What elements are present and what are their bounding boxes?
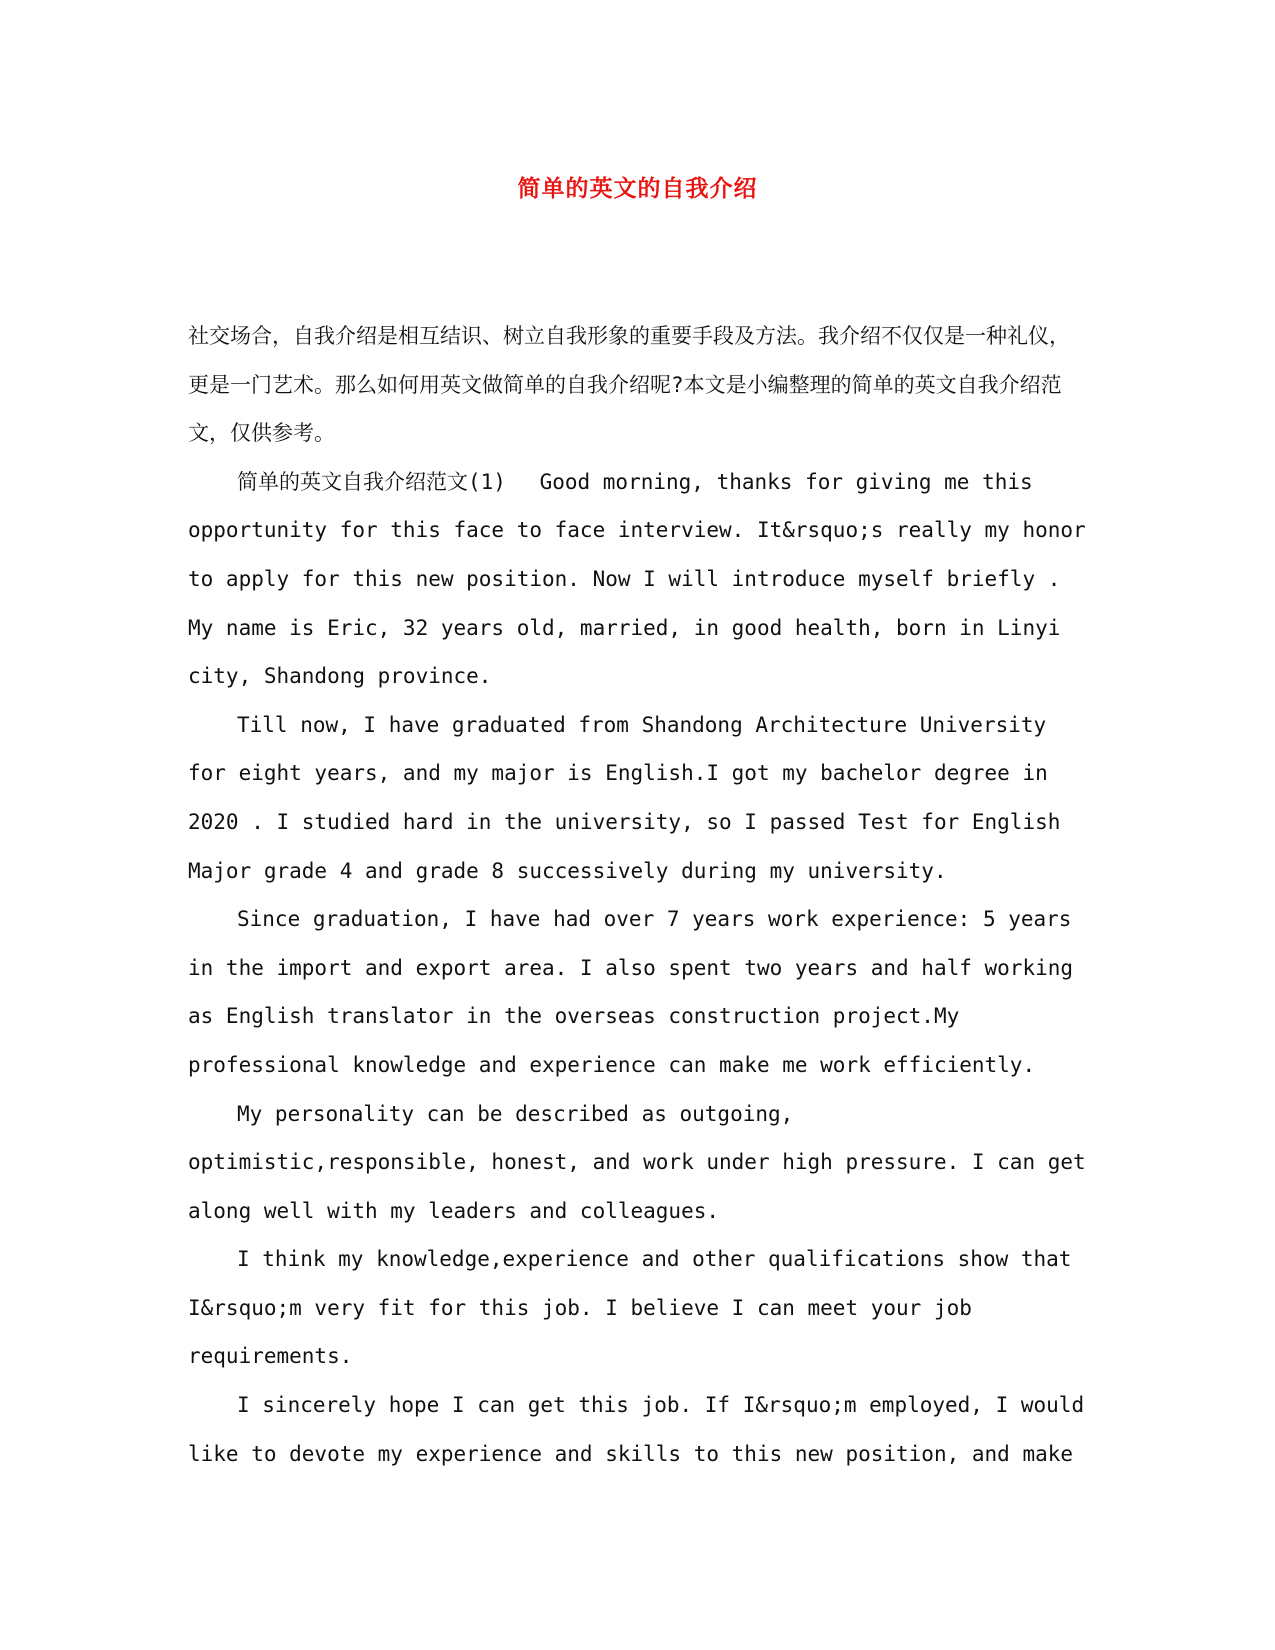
document-body bbox=[188, 312, 1088, 1478]
paragraph-qualifications: I think my knowledge,experience and other qualifications show that I&rsquo;m very fit for this job. I believe I can meet your job requirements. bbox=[188, 1247, 1072, 1369]
paragraph-sample-1: 简单的英文自我介绍范文(1) Good morning, thanks for giving me this opportunity for this face to face interview. It&rsquo;s really my honor to apply for this new position. Now I will introduce myself briefly . My name is Eric, 32 years old, married, in good health, born in Linyi city, Shandong province. bbox=[188, 469, 1086, 689]
paragraph-intro: 社交场合，自我介绍是相互结识、树立自我形象的重要手段及方法。我介绍不仅仅是一种礼仪，更是一门艺术。那么如何用英文做简单的自我介绍呢?本文是小编整理的简单的英文自我介绍范文，仅供参考。 bbox=[188, 324, 1070, 446]
paragraph-closing: I sincerely hope I can get this job. If I&rsquo;m employed, I would like to devote my experience and skills to this new position, and make bbox=[188, 1393, 1085, 1466]
document-title: 简单的英文的自我介绍 bbox=[517, 175, 758, 202]
paragraph-education: Till now, I have graduated from Shandong Architecture University for eight years, and my major is English.I got my bachelor degree in 2020 . I studied hard in the university, so I passed Test for English Major grade 4 and grade 8 successively during my university. bbox=[188, 712, 1061, 883]
paragraph-personality: My personality can be described as outgoing, optimistic,responsible, honest, and work under high pressure. I can get along well with my leaders and colleagues. bbox=[188, 1101, 1086, 1223]
paragraph-experience: Since graduation, I have had over 7 years work experience: 5 years in the import and export area. I also spent two years and half working as English translator in the overseas construction project.My professional knowledge and experience can make me work efficiently. bbox=[188, 907, 1074, 1077]
